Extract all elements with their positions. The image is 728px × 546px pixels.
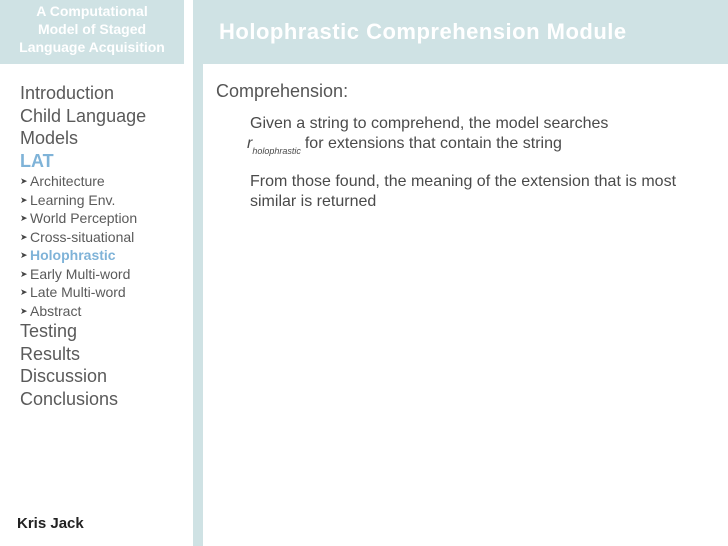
nav-item-label: Conclusions (20, 388, 119, 409)
header-bar (203, 0, 728, 64)
nav-item-label: Learning Env. (30, 191, 116, 208)
presentation-title (0, 0, 184, 64)
nav-item-label: Cross-situational (30, 228, 135, 245)
nav-item-early-multi-word[interactable] (20, 265, 190, 284)
nav-item-label: Discussion (20, 366, 108, 386)
arrowhead-bullet-icon: ➤ (20, 231, 28, 242)
arrowhead-bullet-icon: ➤ (20, 305, 28, 316)
nav-item-discussion[interactable] (20, 365, 190, 388)
paragraph-search-line-1: Given a string to comprehend, the model searches (250, 115, 609, 132)
nav-item-label: Late Multi-word (30, 284, 126, 300)
arrowhead-bullet-icon: ➤ (20, 250, 28, 260)
nav-item-label: Abstract (30, 302, 82, 319)
arrowhead-bullet-icon: ➤ (20, 194, 28, 205)
arrowhead-bullet-icon: ➤ (20, 268, 28, 279)
nav-item-child-language[interactable] (20, 105, 190, 128)
nav-item-label: Child Language (20, 105, 147, 126)
variable-subscript: holophrastic (252, 145, 301, 156)
nav-item-testing[interactable] (20, 320, 190, 343)
vertical-divider (193, 0, 203, 546)
nav-item-label: World Perception (30, 210, 138, 226)
nav-item-world-perception[interactable] (20, 209, 190, 228)
nav-item-models[interactable] (20, 127, 190, 150)
nav-item-label: Models (20, 128, 79, 148)
nav-item-architecture[interactable] (20, 172, 190, 191)
nav-item-holophrastic[interactable] (20, 246, 190, 265)
slide-title: Holophrastic Comprehension Module (219, 19, 627, 44)
nav-item-label: Early Multi-word (30, 265, 131, 282)
paragraph-search (247, 114, 707, 161)
author-name: Kris Jack (17, 515, 84, 532)
nav-item-lat[interactable] (20, 150, 190, 173)
arrowhead-bullet-icon: ➤ (20, 287, 28, 297)
variable-r: r (247, 134, 253, 152)
nav-item-label: Introduction (20, 83, 115, 103)
paragraph-search-line-2 (247, 134, 707, 162)
nav-item-conclusions[interactable] (20, 388, 190, 411)
presentation-title-line-3: Language Acquisition (19, 39, 165, 55)
presentation-title-line-1: A Computational (36, 3, 148, 19)
arrowhead-bullet-icon: ➤ (20, 176, 28, 186)
paragraph-result-text: From those found, the meaning of the extension that is most similar is returned (250, 173, 677, 210)
nav-item-late-multi-word[interactable] (20, 283, 190, 302)
nav-item-results[interactable] (20, 343, 190, 366)
nav-item-introduction[interactable] (20, 82, 190, 105)
presentation-title-line-2: Model of Staged (37, 21, 147, 37)
paragraph-search-tail: for extensions that contain the string (304, 134, 562, 152)
nav-item-abstract[interactable] (20, 302, 190, 321)
nav-item-label: Architecture (30, 173, 105, 189)
arrowhead-bullet-icon: ➤ (20, 213, 28, 223)
nav-item-label: LAT (20, 150, 54, 171)
nav-item-label: Holophrastic (30, 247, 116, 263)
paragraph-result (247, 172, 707, 211)
nav-item-learning-env[interactable] (20, 191, 190, 210)
nav-item-label: Testing (20, 321, 78, 341)
content-heading: Comprehension: (216, 81, 349, 101)
nav-item-label: Results (20, 343, 81, 364)
sidebar-nav (20, 82, 190, 410)
nav-item-cross-situational[interactable] (20, 228, 190, 247)
